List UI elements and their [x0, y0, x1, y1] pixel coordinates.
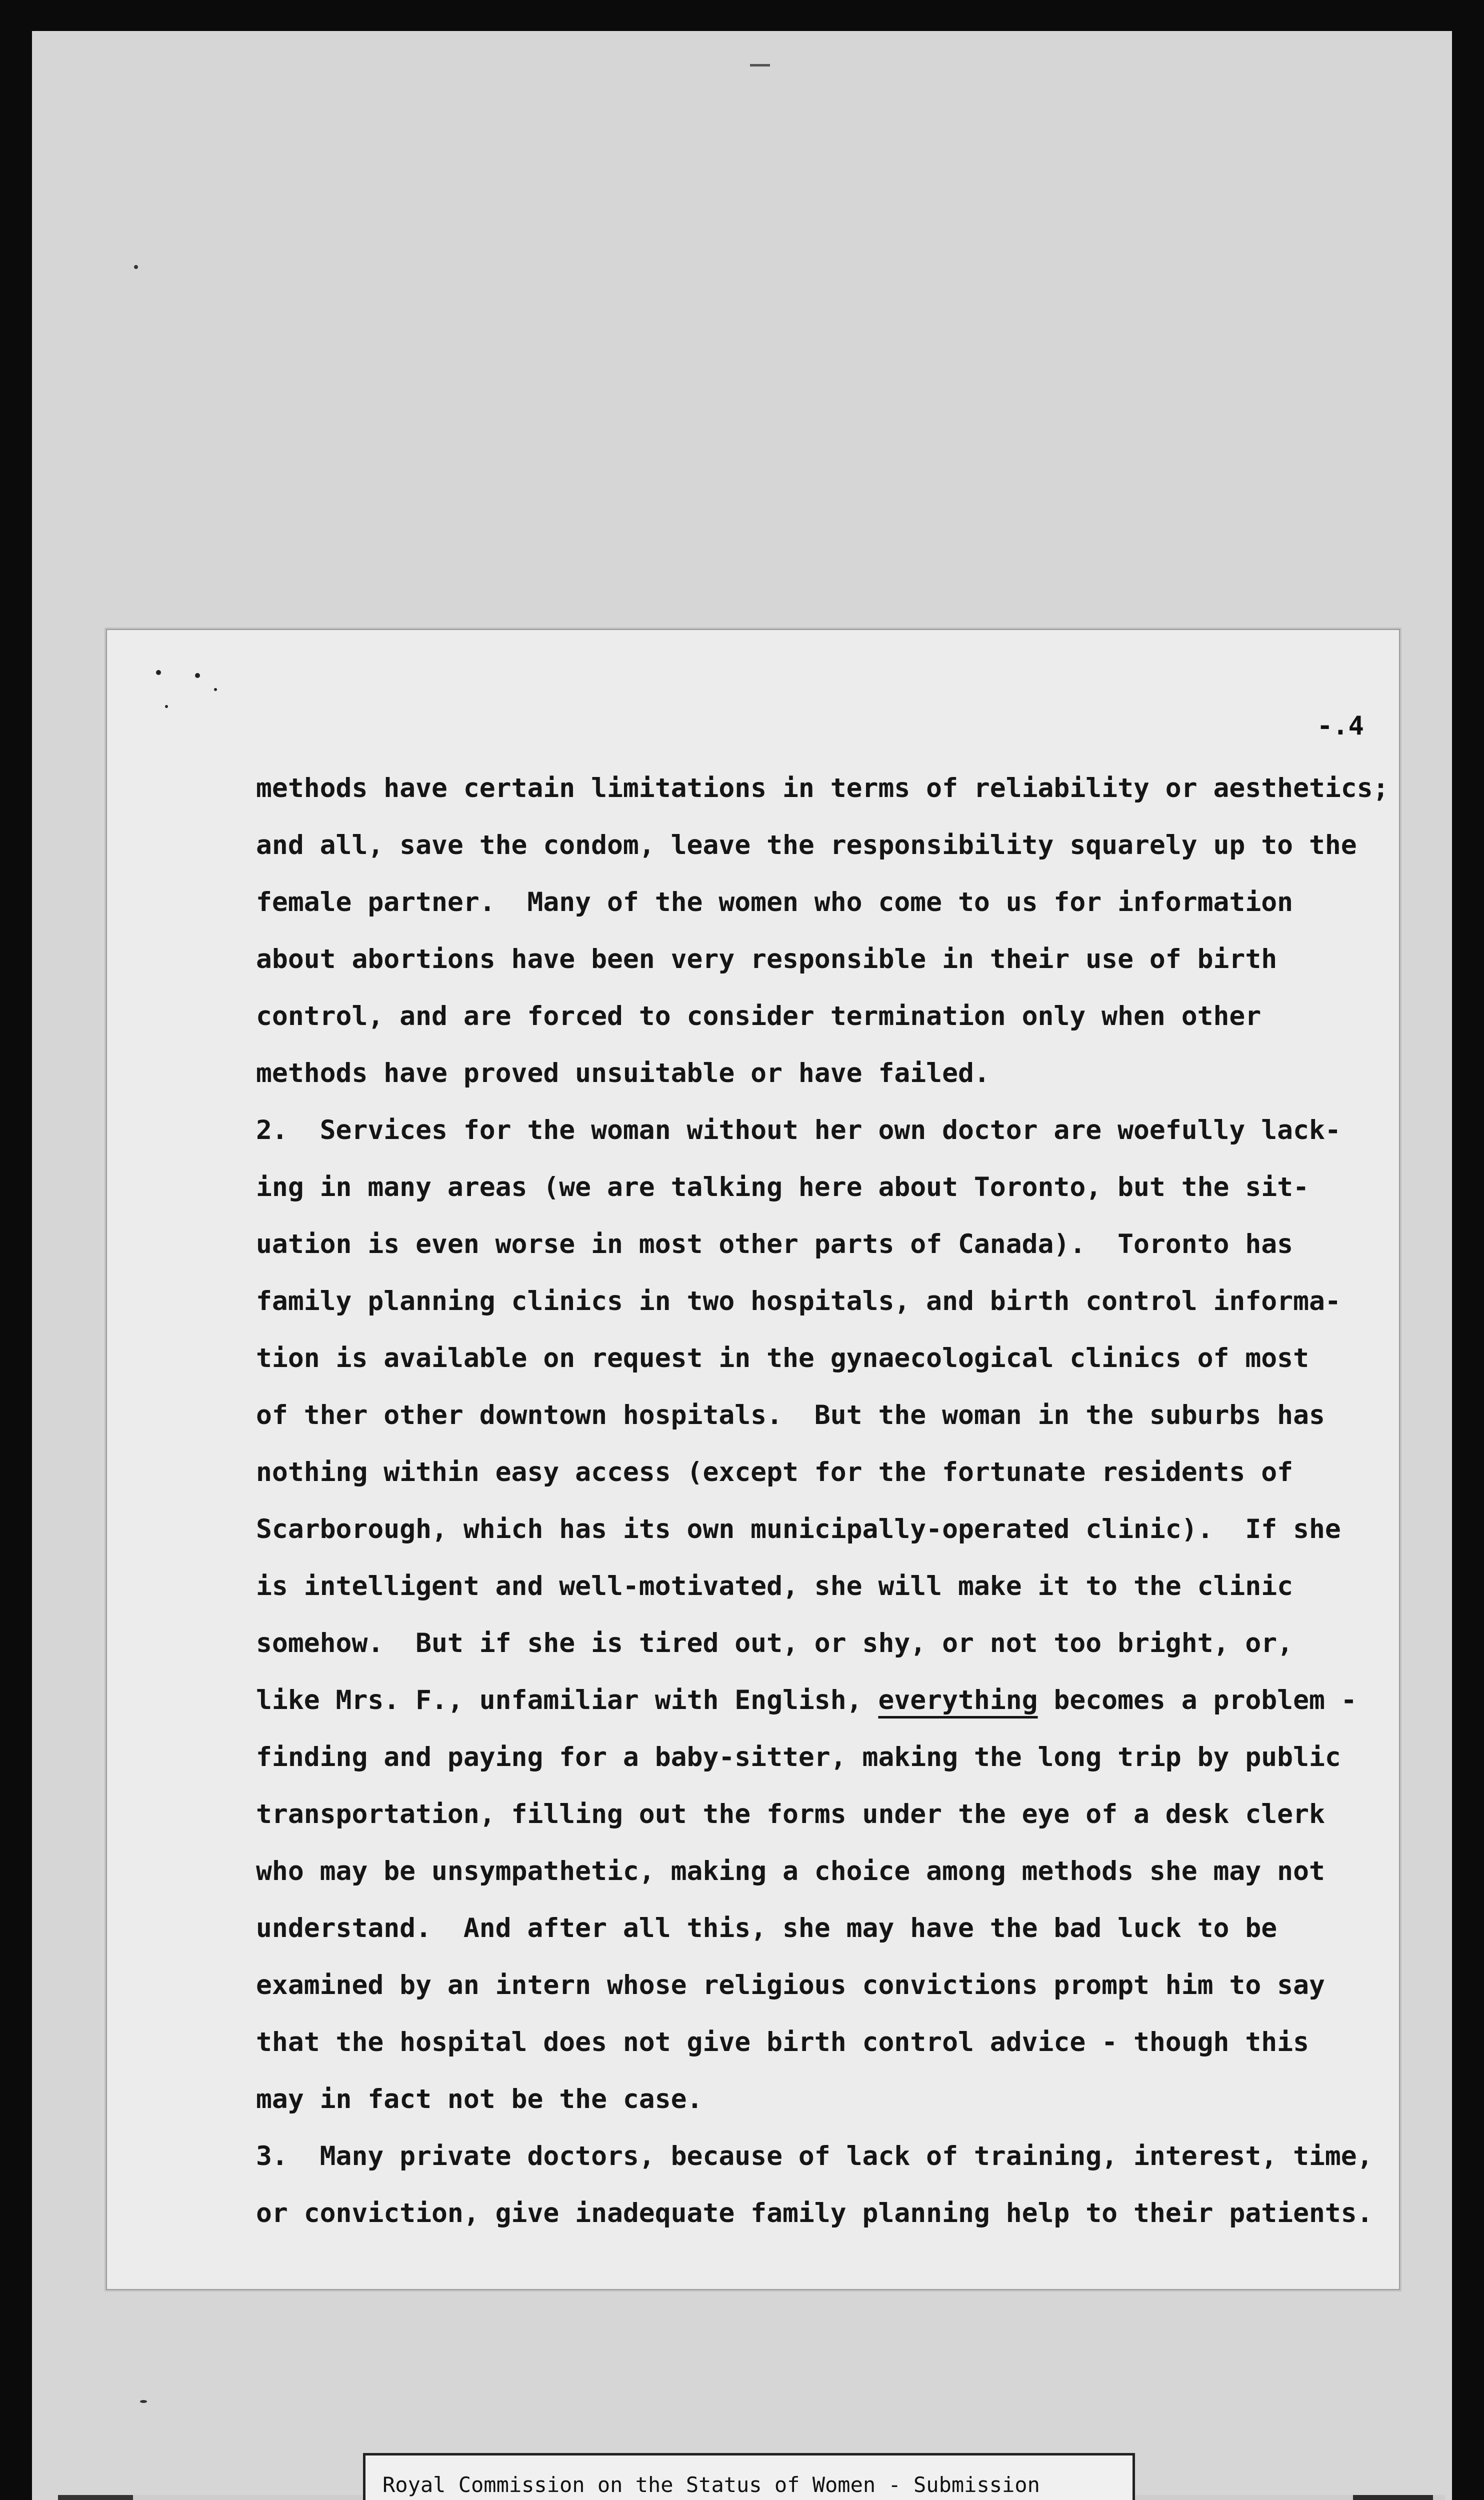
- text-line: somehow. But if she is tired out, or shy, or not too bright, or,: [256, 1628, 1294, 1658]
- text-line: 3. Many private doctors, because of lack of training, interest, time,: [256, 2141, 1373, 2172]
- underlined-word: everything: [878, 1685, 1038, 1716]
- archive-reference-label: [363, 2453, 1135, 2500]
- text-line: family planning clinics in two hospitals, and birth control informa-: [256, 1286, 1341, 1316]
- text-line: methods have proved unsuitable or have failed.: [256, 1058, 990, 1088]
- typed-document-page: [106, 629, 1400, 2290]
- scan-edge-shadow: [1353, 2495, 1433, 2500]
- text-line: 2. Services for the woman without her own doctor are woefully lack-: [256, 1115, 1341, 1146]
- text-line: finding and paying for a baby-sitter, making the long trip by public: [256, 1742, 1341, 1772]
- text-line: and all, save the condom, leave the responsibility squarely up to the: [256, 830, 1357, 860]
- text-line: examined by an intern whose religious convictions prompt him to say: [256, 1970, 1325, 2000]
- text-line: that the hospital does not give birth control advice - though this: [256, 2027, 1309, 2058]
- text-line: is intelligent and well-motivated, she will make it to the clinic: [256, 1571, 1294, 1602]
- label-line-title: Royal Commission on the Status of Women - Submission: [382, 2472, 1040, 2497]
- text-line: uation is even worse in most other parts of Canada). Toronto has: [256, 1229, 1294, 1260]
- text-line-with-underline: [256, 1672, 1386, 1729]
- text-line: Scarborough, which has its own municipally-operated clinic). If she: [256, 1514, 1341, 1544]
- text-line: female partner. Many of the women who come to us for information: [256, 887, 1294, 918]
- text-line: may in fact not be the case.: [256, 2084, 703, 2114]
- hole-punch-dot: [195, 673, 200, 678]
- text-line: of ther other downtown hospitals. But the woman in the suburbs has: [256, 1400, 1325, 1430]
- hole-punch-dot: [214, 688, 217, 691]
- text-line: methods have certain limitations in terms of reliability or aesthetics;: [256, 773, 1389, 804]
- scan-mark: [750, 64, 770, 66]
- text-segment: becomes a problem -: [1038, 1685, 1357, 1716]
- text-line: about abortions have been very responsible in their use of birth: [256, 944, 1278, 974]
- page-number: -.4: [1317, 711, 1364, 741]
- text-line: ing in many areas (we are talking here about Toronto, but the sit-: [256, 1172, 1309, 1202]
- text-line: or conviction, give inadequate family planning help to their patients.: [256, 2198, 1373, 2228]
- text-line: who may be unsympathetic, making a choice among methods she may not: [256, 1856, 1325, 1886]
- text-line: nothing within easy access (except for the fortunate residents of: [256, 1457, 1294, 1488]
- text-line: control, and are forced to consider termination only when other: [256, 1001, 1262, 1032]
- body-text: [256, 760, 1389, 2242]
- hole-punch-dot: [165, 705, 168, 708]
- dust-speck: [134, 265, 138, 269]
- dust-speck: [140, 2400, 147, 2403]
- text-line: transportation, filling out the forms under the eye of a desk clerk: [256, 1799, 1325, 1830]
- text-segment: like Mrs. F., unfamiliar with English,: [256, 1685, 878, 1716]
- text-line: understand. And after all this, she may have the bad luck to be: [256, 1913, 1278, 1944]
- scan-edge-shadow: [58, 2495, 133, 2500]
- text-line: tion is available on request in the gynaecological clinics of most: [256, 1343, 1309, 1374]
- hole-punch-dot: [156, 670, 161, 675]
